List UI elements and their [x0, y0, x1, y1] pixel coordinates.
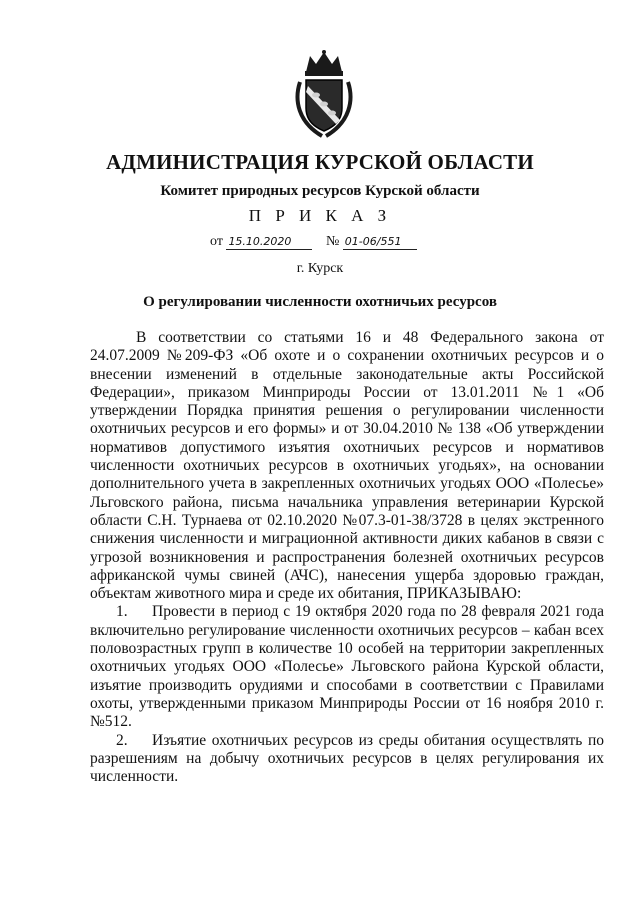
- item-text: Изъятие охотничьих ресурсов из среды обитания осуществлять по разрешениям на добычу охотничьих ресурсов в целях регулирования их численности.: [90, 731, 604, 786]
- date-value: 15.10.2020: [226, 235, 312, 250]
- list-item: [90, 603, 604, 731]
- kursk-coat-of-arms-icon: [292, 50, 356, 140]
- item-text: Провести в период с 19 октября 2020 года по 28 февраля 2021 года включительно регулирование численности охотничьих ресурсов – кабан всех половозрастных групп в количестве 10 особей на территории закрепленных охотничьих угодьях ООО «Полесье» Льговского района Курской области, изъятие производить орудиями и способами в соответствии с Правилами охоты, утвержденными приказом Минприроды России от 16 ноября 2010 г. №512.: [90, 603, 604, 731]
- date-label: от: [210, 234, 223, 249]
- item-number: 2.: [116, 731, 128, 749]
- list-item: [90, 732, 604, 787]
- city: г. Курск: [296, 261, 344, 276]
- document-body: [90, 329, 604, 786]
- number-label: №: [325, 234, 340, 249]
- number-value: 01-06/551: [343, 235, 417, 250]
- date-number-line: [210, 234, 417, 250]
- document-type: П Р И К А З: [248, 206, 392, 225]
- organization-title: АДМИНИСТРАЦИЯ КУРСКОЙ ОБЛАСТИ: [106, 150, 534, 174]
- intro-paragraph: В соответствии со статьями 16 и 48 Федерального закона от 24.07.2009 №209-ФЗ «Об охоте и о сохранении охотничьих ресурсов и о внесении изменений в отдельные законодательные акты Российской Федерации», приказом Минприроды России от 13.01.2011 №1 «Об утверждении Порядка принятия решения о регулировании численности охотничьих ресурсов и его формы» и от 30.04.2010 № 138 «Об утверждении нормативов допустимого изъятия охотничьих ресурсов и нормативов численности охотничьих ресурсов в охотничьих угодьях», на основании дополнительного учета в закрепленных охотничьих угодьях ООО «Полесье» Льговского района, письма начальника управления ветеринарии Курской области С.Н. Турнаева от 02.10.2020 №07.3-01-38/3728 в целях экстренного снижения численности и миграционной активности диких кабанов в связи с угрозой возникновения и распространения болезней охотничьих ресурсов африканской чумы свиней (АЧС), нанесения ущерба здоровью граждан, объектам животного мира и среде их обитания, ПРИКАЗЫВАЮ:: [90, 329, 604, 603]
- item-number: 1.: [116, 603, 128, 621]
- document-subject: О регулировании численности охотничьих ресурсов: [143, 294, 497, 310]
- committee-name: Комитет природных ресурсов Курской области: [160, 183, 480, 199]
